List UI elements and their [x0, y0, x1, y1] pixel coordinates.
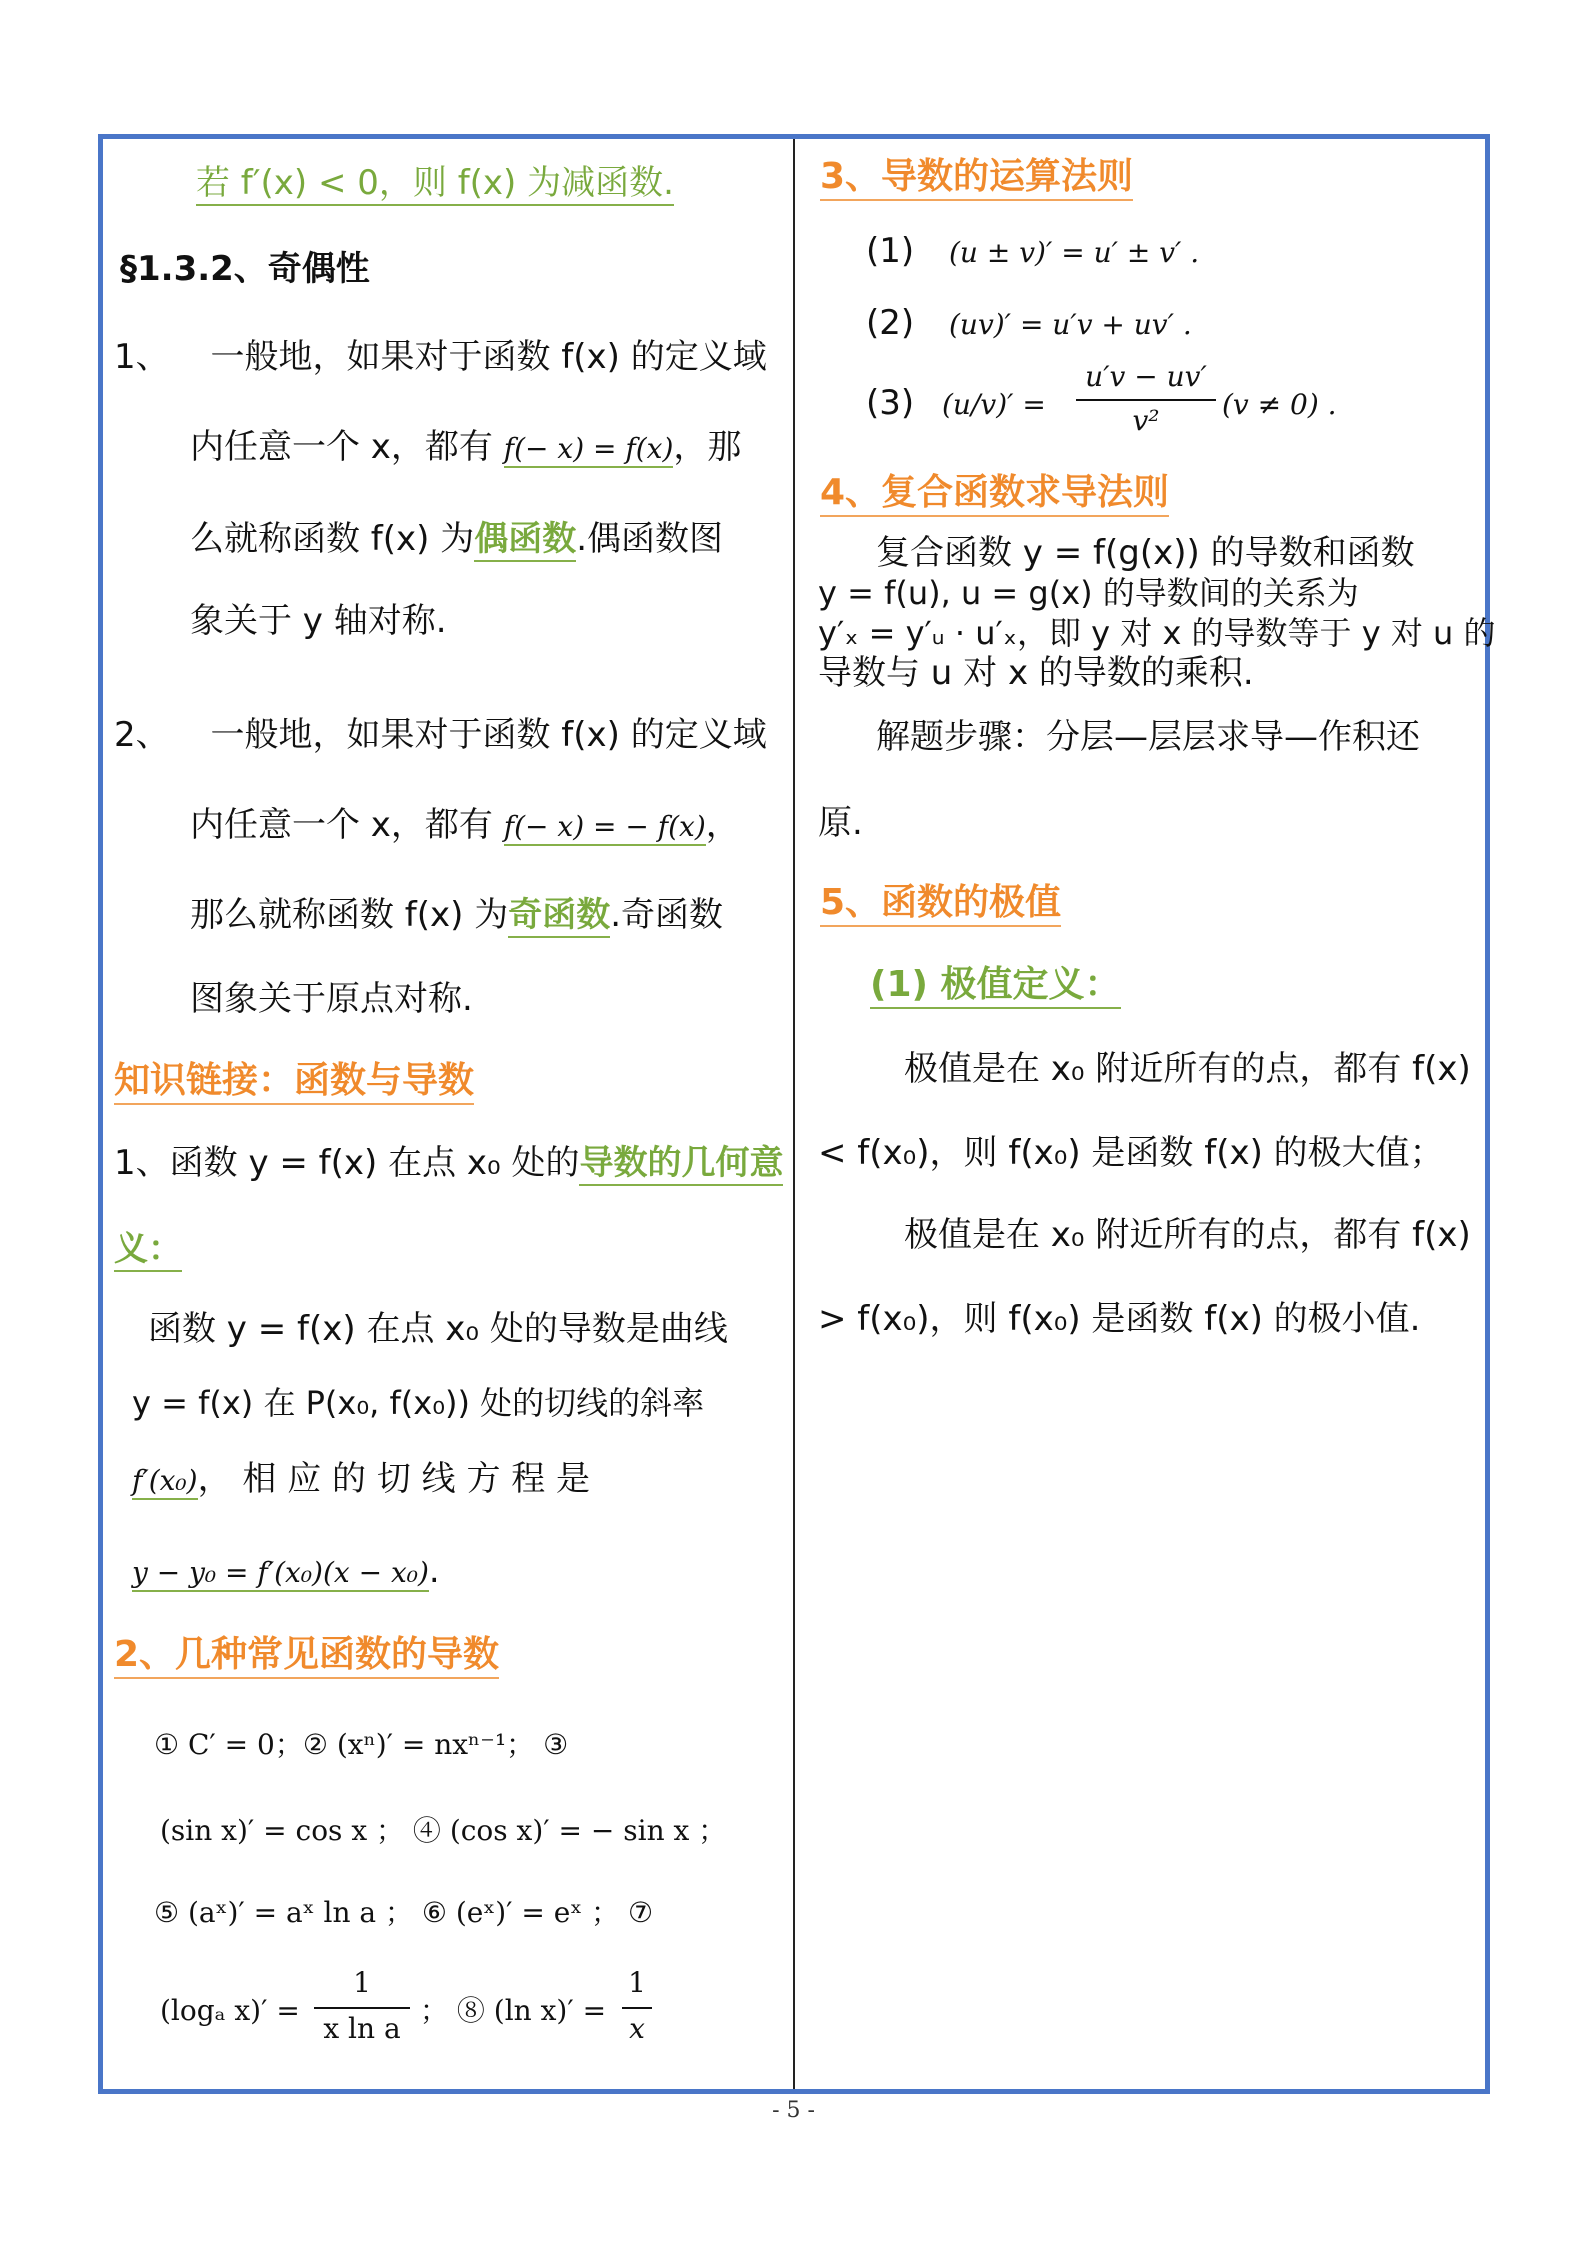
- even-function-term: 偶函数: [474, 519, 576, 562]
- odd-def-line-1: [114, 711, 780, 759]
- column-divider: [793, 139, 795, 2089]
- extremum-title: 5、函数的极值: [820, 882, 1061, 927]
- even-def-line-1: [114, 333, 780, 381]
- knowledge-link-heading: [114, 1057, 780, 1105]
- chain-rule-line-1: 复合函数 y = f(g(x)) 的导数和函数: [876, 533, 1415, 573]
- common-derivatives-heading: [114, 1631, 780, 1679]
- solving-steps-line-1: 解题步骤：分层—层层求导—作积还: [876, 717, 1420, 757]
- ln-fraction-numerator: 1: [628, 1966, 646, 1999]
- even-def-line-4: 象关于 y 轴对称.: [190, 601, 447, 641]
- even-def-line-2: [190, 423, 780, 471]
- tangent-period: .: [428, 1551, 440, 1591]
- rule-3-denominator: v²: [1132, 404, 1160, 437]
- tangent-equation-line: [132, 1547, 780, 1595]
- odd-def-line-3: [190, 891, 780, 939]
- operation-rules-title: 3、导数的运算法则: [820, 156, 1133, 201]
- odd-def-line-2: [190, 801, 780, 849]
- section-heading-parity: §1.3.2、奇偶性: [120, 249, 370, 289]
- odd-def-text-2c: ，: [705, 805, 740, 845]
- decreasing-rule-text: 若 f′(x) < 0，则 f(x) 为减函数.: [196, 163, 674, 206]
- rule-1-formula: (u ± v)′ = u′ ± v′ .: [948, 236, 1200, 269]
- extremum-definition-heading: [870, 961, 1480, 1009]
- common-derivatives-title: 2、几种常见函数的导数: [114, 1634, 499, 1679]
- derivative-slope-line-1: 函数 y = f(x) 在点 x₀ 处的导数是曲线: [148, 1309, 728, 1349]
- even-def-text-3a: 么就称函数 f(x) 为: [190, 519, 475, 559]
- rule-3-number: (3): [866, 383, 915, 423]
- chain-rule-line-4: 导数与 u 对 x 的导数的乘积.: [818, 653, 1254, 693]
- derivatives-line-2: (sin x)′ = cos x ； ④ (cos x)′ = − sin x ；: [160, 1814, 727, 1847]
- rule-2-number: (2): [866, 303, 915, 343]
- tangent-equation-intro: ， 相 应 的 切 线 方 程 是: [197, 1459, 591, 1499]
- geometric-meaning-term: 导数的几何意: [579, 1143, 783, 1186]
- chain-rule-line-3: y′ₓ = y′ᵤ · u′ₓ，即 y 对 x 的导数等于 y 对 u 的: [818, 614, 1496, 652]
- minimum-def-line-1: 极值是在 x₀ 附近所有的点，都有 f(x): [904, 1215, 1471, 1255]
- rule-1: [866, 227, 1480, 275]
- item-number: 1、: [114, 337, 170, 377]
- odd-def-text-1: 一般地，如果对于函数 f(x) 的定义域: [210, 715, 767, 755]
- even-def-text-2c: ，那: [673, 427, 742, 467]
- left-column: [108, 139, 784, 2094]
- log-fraction-bar: [314, 2007, 410, 2009]
- geometric-meaning-line-1: [114, 1139, 784, 1187]
- even-condition: f(− x) = f(x): [504, 432, 674, 468]
- ln-fraction-bar: [622, 2007, 652, 2009]
- even-def-text-1: 一般地，如果对于函数 f(x) 的定义域: [210, 337, 767, 377]
- even-def-text-3c: .偶函数图: [576, 519, 724, 559]
- rule-3-condition: (v ≠ 0) .: [1222, 388, 1337, 421]
- page-number: - 5 -: [772, 2098, 815, 2123]
- rule-1-number: (1): [866, 231, 915, 271]
- even-def-line-3: [190, 515, 780, 563]
- chain-rule-heading: [820, 469, 1480, 517]
- geometric-meaning-text: 1、函数 y = f(x) 在点 x₀ 处的: [114, 1143, 580, 1183]
- odd-def-text-3a: 那么就称函数 f(x) 为: [190, 895, 509, 935]
- rule-3: [866, 361, 1480, 445]
- log-derivative-lhs: (logₐ x)′ =: [160, 1994, 300, 2027]
- rule-2-formula: (uv)′ = u′v + uv′ .: [948, 308, 1192, 341]
- derivative-slope-line-2: y = f(x) 在 P(x₀, f(x₀)) 处的切线的斜率: [132, 1384, 705, 1422]
- tangent-equation: y − y₀ = f′(x₀)(x − x₀): [132, 1556, 429, 1592]
- decreasing-function-rule: [196, 159, 780, 207]
- chain-rule-title: 4、复合函数求导法则: [820, 472, 1169, 517]
- rule-3-lhs: (u/v)′ =: [942, 388, 1046, 421]
- geometric-meaning-line-2: [114, 1225, 780, 1273]
- log-fraction-denominator: x ln a: [323, 2012, 401, 2045]
- item-number: 2、: [114, 715, 170, 755]
- knowledge-link-title: 知识链接：函数与导数: [114, 1060, 474, 1105]
- odd-def-text-2a: 内任意一个 x，都有: [190, 805, 504, 845]
- ln-derivative-lhs: ； ⑧ (ln x)′ =: [420, 1994, 607, 2027]
- geometric-meaning-term-end: 义：: [114, 1229, 182, 1272]
- odd-condition: f(− x) = − f(x): [504, 810, 706, 846]
- ln-fraction-denominator: x: [629, 2012, 645, 2045]
- right-column: [808, 139, 1496, 2094]
- odd-function-term: 奇函数: [508, 895, 610, 938]
- operation-rules-heading: [820, 153, 1480, 201]
- minimum-def-line-2: > f(x₀)，则 f(x₀) 是函数 f(x) 的极小值.: [818, 1299, 1421, 1339]
- extremum-heading: [820, 879, 1480, 927]
- odd-def-text-3c: .奇函数: [610, 895, 724, 935]
- derivatives-line-1: ① C′ = 0；② (xⁿ)′ = nxⁿ⁻¹； ③: [154, 1728, 569, 1761]
- extremum-definition-title: (1) 极值定义：: [870, 964, 1121, 1009]
- chain-rule-line-2: y = f(u), u = g(x) 的导数间的关系为: [818, 574, 1359, 612]
- maximum-def-line-1: 极值是在 x₀ 附近所有的点，都有 f(x): [904, 1049, 1471, 1089]
- rule-3-numerator: u′v − uv′: [1085, 360, 1207, 393]
- maximum-def-line-2: < f(x₀)，则 f(x₀) 是函数 f(x) 的极大值；: [818, 1133, 1444, 1173]
- solving-steps-line-2: 原.: [818, 803, 863, 843]
- derivatives-line-3: ⑤ (aˣ)′ = aˣ ln a ； ⑥ (eˣ)′ = eˣ ； ⑦: [154, 1896, 654, 1929]
- rule-3-fraction-bar: [1076, 399, 1216, 401]
- even-def-text-2a: 内任意一个 x，都有: [190, 427, 504, 467]
- derivatives-line-4: [160, 1966, 780, 2051]
- odd-def-line-4: 图象关于原点对称.: [190, 979, 473, 1019]
- derivative-slope-line-3: [132, 1455, 780, 1503]
- rule-2: [866, 299, 1480, 347]
- slope-value: f′(x₀): [132, 1464, 198, 1500]
- log-fraction-numerator: 1: [353, 1966, 371, 1999]
